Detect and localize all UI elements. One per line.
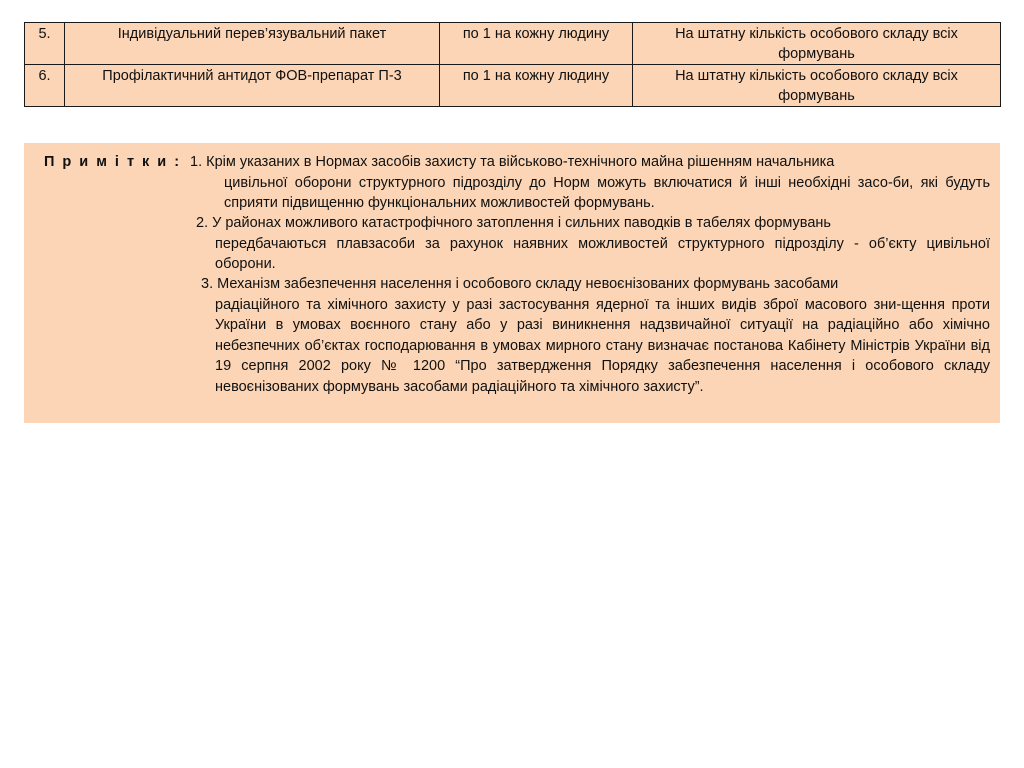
row-number: 6. [25, 65, 65, 107]
notes-label-text: Примітки [44, 154, 175, 170]
item-name: Індивідуальний перев’язувальний пакет [65, 23, 440, 65]
note-item [190, 152, 990, 214]
note-first-line: 2. У районах можливого катастрофічного затоплення і сильних паводків в табелях формувань [196, 215, 831, 231]
notes-block [24, 143, 1000, 423]
note-continuation: передбачаються плавзасоби за рахунок наявних можливостей структурного підрозділу - об’єкту цивільної оборони. [215, 235, 990, 272]
note-first-line: 1. Крім указаних в Нормах засобів захисту та військово-технічного майна рішенням начальника [190, 154, 835, 170]
note-item [196, 213, 990, 275]
note-first-line: 3. Механізм забезпечення населення і особового складу невоєнізованих формувань засобами [201, 276, 839, 292]
note-item [201, 274, 990, 397]
note-continuation: цивільної оборони структурного підрозділу до Норм можуть включатися й інші необхідні засо-би, які будуть сприяти підвищенню функціональних можливостей формувань. [224, 174, 990, 211]
equipment-table-container [24, 22, 1000, 107]
table-row [25, 23, 1001, 65]
equipment-table [24, 22, 1001, 107]
table-row [25, 65, 1001, 107]
item-name: Профілактичний антидот ФОВ-препарат П-3 [65, 65, 440, 107]
note-continuation: радіаційного та хімічного захисту у разі застосування ядерної та інших видів зброї масового зни-щення проти України в умовах воєнного стану або у разі виникнення надзвичайної ситуації на радіаційно або хімічно небезпечних об’єктах господарювання в умовах мирного стану визначає постанова Кабінету Міністрів України від 19 серпня 2002 року № 1200 “Про затвердження Порядку забезпечення населення і особового складу невоєнізованих формувань засобами радіаційного та хімічного захисту”. [215, 296, 990, 395]
item-norm: по 1 на кожну людину [440, 65, 633, 107]
item-scope: На штатну кількість особового складу всіх формувань [633, 65, 1001, 107]
item-scope: На штатну кількість особового складу всіх формувань [633, 23, 1001, 65]
row-number: 5. [25, 23, 65, 65]
item-norm: по 1 на кожну людину [440, 23, 633, 65]
notes-label-colon: : [174, 154, 180, 170]
notes-label [44, 152, 179, 173]
